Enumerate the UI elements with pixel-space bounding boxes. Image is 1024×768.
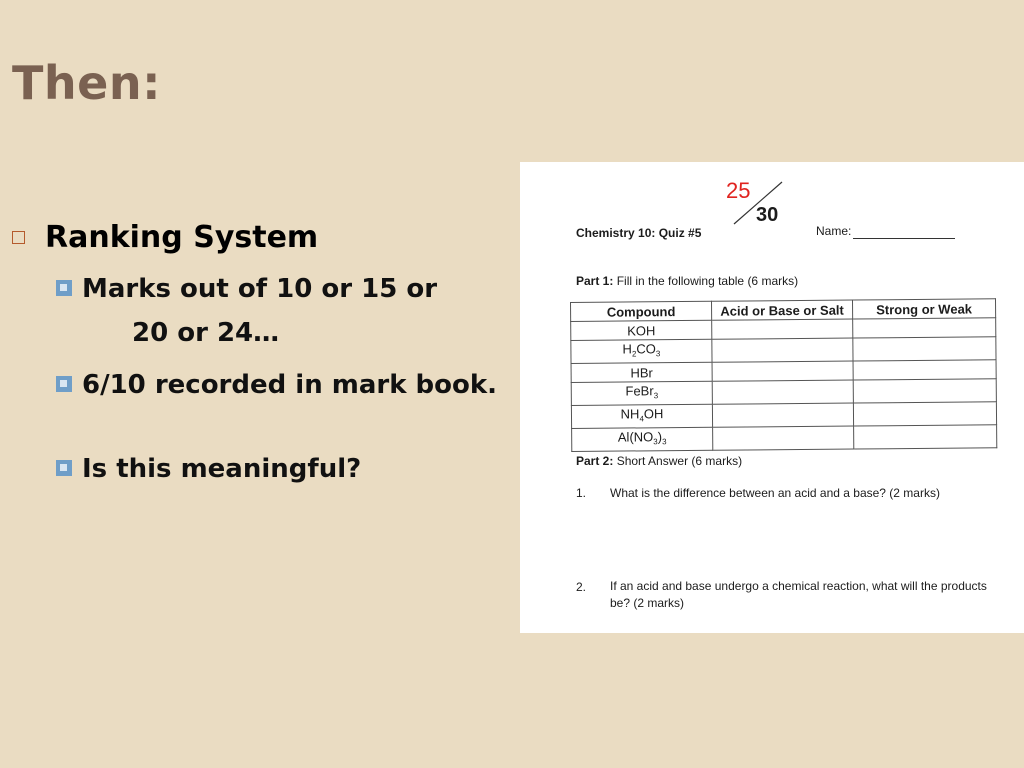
- table-header: Compound: [571, 301, 712, 321]
- quiz-title: Chemistry 10: Quiz #5: [576, 226, 702, 240]
- part1-instructions: [576, 274, 798, 288]
- bullet-list: [12, 215, 532, 491]
- table-row: [572, 425, 997, 452]
- blank-cell: [713, 426, 854, 450]
- blank-cell: [712, 403, 853, 427]
- slide-title: Then:: [12, 56, 161, 110]
- sub-bullet-meaningful: [12, 447, 532, 491]
- sub-bullet-recorded: [12, 363, 532, 407]
- compound-cell: $Al(NO_3)_3$: [572, 427, 713, 451]
- compound-cell: KOH: [571, 320, 712, 340]
- score-total: 30: [756, 204, 779, 226]
- blank-cell: [712, 338, 853, 362]
- part1-text: Fill in the following table (6 marks): [616, 274, 799, 288]
- quiz-image: [520, 162, 1024, 633]
- compound-cell: $NH_4OH$: [571, 404, 712, 428]
- name-label: Name:: [816, 224, 852, 238]
- blank-cell: [854, 425, 997, 449]
- square-bullet-icon: [56, 376, 72, 392]
- blank-cell: [853, 318, 996, 338]
- question-text: What is the difference between an acid and a base? (2 marks): [610, 486, 940, 500]
- name-blank-line: [853, 238, 955, 239]
- sub-bullet-text: Is this meaningful?: [82, 454, 362, 484]
- blank-cell: [712, 380, 853, 404]
- part2-instructions: [576, 454, 742, 468]
- part2-text: Short Answer (6 marks): [616, 454, 743, 468]
- compound-cell: HBr: [571, 362, 712, 382]
- sub-bullet-marks: [12, 267, 532, 355]
- blank-cell: [853, 337, 996, 361]
- bullet-heading: [12, 215, 532, 259]
- question-text: If an acid and base undergo a chemical reaction, what will the products be? (2 marks): [610, 579, 987, 610]
- blank-cell: [853, 360, 996, 380]
- sub-bullet-continuation: 20 or 24…: [132, 318, 280, 348]
- score-earned: 25: [726, 178, 751, 203]
- sub-bullet-text: Marks out of 10 or 15 or: [82, 274, 438, 304]
- table-header: Strong or Weak: [852, 299, 995, 319]
- question-number: 2.: [576, 580, 587, 594]
- blank-cell: [712, 319, 853, 339]
- question-number: 1.: [576, 486, 587, 500]
- compound-table: [570, 298, 997, 452]
- blank-cell: [712, 361, 853, 381]
- blank-cell: [853, 402, 996, 426]
- table-header: Acid or Base or Salt: [711, 300, 852, 320]
- compound-cell: FeBr$_3$: [571, 381, 712, 405]
- bullet-heading-text: Ranking System: [45, 219, 319, 255]
- outline-box-bullet-icon: [12, 231, 25, 244]
- square-bullet-icon: [56, 280, 72, 296]
- blank-cell: [853, 379, 996, 403]
- square-bullet-icon: [56, 460, 72, 476]
- compound-cell: $H_2CO_3$: [571, 339, 712, 363]
- part2-label: Part 2:: [576, 454, 614, 468]
- part1-label: Part 1:: [576, 274, 614, 288]
- sub-bullet-text: 6/10 recorded in mark book.: [82, 370, 498, 400]
